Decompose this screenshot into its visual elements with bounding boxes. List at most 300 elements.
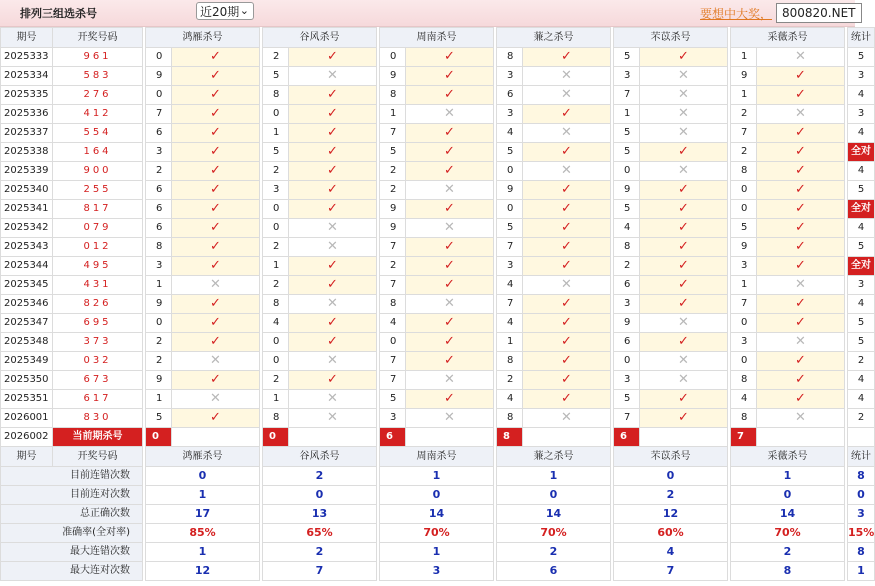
check-icon: ✓ — [523, 257, 611, 276]
row-total: 3 — [848, 67, 875, 86]
kill-number: 8 — [497, 48, 523, 67]
check-icon: ✓ — [757, 181, 845, 200]
header-expert: 蒹之杀号 — [497, 447, 611, 467]
kill-number: 0 — [497, 162, 523, 181]
stats-value: 6 — [497, 562, 611, 581]
header-row — [1, 28, 875, 48]
check-icon: ✓ — [523, 200, 611, 219]
check-icon: ✓ — [406, 200, 494, 219]
check-icon: ✓ — [289, 143, 377, 162]
kill-number: 8 — [614, 238, 640, 257]
stats-row — [1, 486, 875, 505]
kill-number: 5 — [497, 219, 523, 238]
cross-icon: ✕ — [640, 86, 728, 105]
check-icon: ✓ — [172, 124, 260, 143]
row-total: 5 — [848, 48, 875, 67]
period-select-value: 近20期 — [200, 5, 240, 19]
check-icon: ✓ — [172, 371, 260, 390]
check-icon: ✓ — [523, 105, 611, 124]
kill-number: 2 — [614, 257, 640, 276]
kill-number: 3 — [731, 257, 757, 276]
kill-number: 7 — [380, 352, 406, 371]
draw-number: 255 — [53, 181, 143, 200]
row-total: 4 — [848, 86, 875, 105]
cross-icon: ✕ — [523, 162, 611, 181]
check-icon: ✓ — [406, 67, 494, 86]
row-total: 5 — [848, 314, 875, 333]
check-icon: ✓ — [523, 333, 611, 352]
table-row — [1, 219, 875, 238]
kill-number: 7 — [731, 295, 757, 314]
kill-number: 7 — [497, 238, 523, 257]
check-icon: ✓ — [406, 124, 494, 143]
issue-number: 2025344 — [1, 257, 53, 276]
draw-number: 373 — [53, 333, 143, 352]
draw-number: 164 — [53, 143, 143, 162]
kill-number: 1 — [263, 124, 289, 143]
issue-number: 2025347 — [1, 314, 53, 333]
kill-number: 8 — [731, 162, 757, 181]
stats-value: 2 — [497, 543, 611, 562]
cross-icon: ✕ — [640, 67, 728, 86]
kill-number: 2 — [380, 162, 406, 181]
check-icon: ✓ — [289, 48, 377, 67]
issue-number: 2025349 — [1, 352, 53, 371]
kill-number: 0 — [146, 48, 172, 67]
kill-number: 5 — [614, 48, 640, 67]
issue-number: 2025333 — [1, 48, 53, 67]
header-draw: 开奖号码 — [53, 447, 143, 467]
cross-icon: ✕ — [523, 276, 611, 295]
header-expert: 采薇杀号 — [731, 447, 845, 467]
check-icon: ✓ — [289, 86, 377, 105]
issue-number: 2025341 — [1, 200, 53, 219]
empty-cell — [172, 428, 260, 447]
check-icon: ✓ — [406, 238, 494, 257]
check-icon: ✓ — [172, 86, 260, 105]
current-kill-number: 0 — [146, 428, 172, 447]
draw-number: 276 — [53, 86, 143, 105]
stats-total: 8 — [848, 467, 875, 486]
draw-number: 079 — [53, 219, 143, 238]
check-icon: ✓ — [757, 390, 845, 409]
empty-cell — [406, 428, 494, 447]
kill-number: 0 — [146, 86, 172, 105]
stats-label: 准确率(全对率) — [1, 524, 143, 543]
stats-value: 2 — [263, 467, 377, 486]
kill-number: 5 — [614, 200, 640, 219]
kill-number: 4 — [497, 314, 523, 333]
header-expert: 采薇杀号 — [731, 28, 845, 48]
cross-icon: ✕ — [289, 67, 377, 86]
check-icon: ✓ — [757, 162, 845, 181]
stats-total: 8 — [848, 543, 875, 562]
kill-number: 4 — [497, 276, 523, 295]
kill-number: 8 — [263, 86, 289, 105]
row-total — [848, 143, 875, 162]
kill-number: 1 — [731, 86, 757, 105]
table-row — [1, 67, 875, 86]
empty-cell — [289, 428, 377, 447]
kill-number: 3 — [146, 143, 172, 162]
kill-number: 1 — [497, 333, 523, 352]
kill-number: 1 — [146, 276, 172, 295]
kill-number: 1 — [731, 276, 757, 295]
issue-number: 2025334 — [1, 67, 53, 86]
draw-number: 695 — [53, 314, 143, 333]
kill-number: 8 — [146, 238, 172, 257]
kill-number: 9 — [146, 67, 172, 86]
row-total: 3 — [848, 105, 875, 124]
promo-link[interactable]: 要想中大奖， — [700, 7, 773, 21]
kill-number: 0 — [263, 200, 289, 219]
check-icon: ✓ — [172, 48, 260, 67]
issue-number: 2025350 — [1, 371, 53, 390]
check-icon: ✓ — [406, 276, 494, 295]
cross-icon: ✕ — [406, 105, 494, 124]
chevron-down-icon: ⌄ — [239, 4, 249, 17]
check-icon: ✓ — [640, 276, 728, 295]
kill-number: 4 — [731, 390, 757, 409]
kill-number: 9 — [380, 219, 406, 238]
check-icon: ✓ — [757, 124, 845, 143]
table-row — [1, 86, 875, 105]
kill-number: 2 — [263, 371, 289, 390]
row-total: 2 — [848, 352, 875, 371]
check-icon: ✓ — [523, 352, 611, 371]
kill-number: 1 — [380, 105, 406, 124]
header-expert: 鸿雁杀号 — [146, 447, 260, 467]
stats-value: 0 — [380, 486, 494, 505]
cross-icon: ✕ — [757, 333, 845, 352]
header-expert: 谷风杀号 — [263, 28, 377, 48]
check-icon: ✓ — [640, 238, 728, 257]
issue-number: 2025346 — [1, 295, 53, 314]
check-icon: ✓ — [172, 181, 260, 200]
kill-number-table — [0, 27, 875, 581]
kill-number: 7 — [497, 295, 523, 314]
kill-number: 0 — [614, 352, 640, 371]
cross-icon: ✕ — [523, 124, 611, 143]
issue-number: 2026001 — [1, 409, 53, 428]
header-total: 统计 — [848, 447, 875, 467]
kill-number: 0 — [263, 333, 289, 352]
kill-number: 2 — [731, 143, 757, 162]
kill-number: 4 — [614, 219, 640, 238]
kill-number: 0 — [146, 314, 172, 333]
stats-total: 0 — [848, 486, 875, 505]
kill-number: 9 — [614, 181, 640, 200]
cross-icon: ✕ — [523, 86, 611, 105]
check-icon: ✓ — [757, 67, 845, 86]
kill-number: 7 — [380, 371, 406, 390]
check-icon: ✓ — [757, 219, 845, 238]
cross-icon: ✕ — [172, 390, 260, 409]
check-icon: ✓ — [406, 86, 494, 105]
stats-value: 14 — [380, 505, 494, 524]
header-total: 统计 — [848, 28, 875, 48]
current-kill-number: 6 — [614, 428, 640, 447]
check-icon: ✓ — [523, 219, 611, 238]
kill-number: 2 — [263, 238, 289, 257]
cross-icon: ✕ — [757, 276, 845, 295]
current-label: 当前期杀号 — [53, 428, 143, 447]
kill-number: 2 — [263, 48, 289, 67]
current-kill-number: 7 — [731, 428, 757, 447]
kill-number: 3 — [731, 333, 757, 352]
stats-label: 最大连对次数 — [1, 562, 143, 581]
check-icon: ✓ — [640, 181, 728, 200]
current-row — [1, 428, 875, 447]
stats-value: 1 — [497, 467, 611, 486]
kill-number: 9 — [497, 181, 523, 200]
cross-icon: ✕ — [640, 105, 728, 124]
stats-value: 17 — [146, 505, 260, 524]
row-total: 5 — [848, 181, 875, 200]
row-total: 4 — [848, 390, 875, 409]
header-expert: 谷风杀号 — [263, 447, 377, 467]
stats-value: 0 — [497, 486, 611, 505]
kill-number: 0 — [263, 105, 289, 124]
cross-icon: ✕ — [289, 409, 377, 428]
kill-number: 8 — [380, 86, 406, 105]
draw-number: 032 — [53, 352, 143, 371]
table-row — [1, 181, 875, 200]
stats-value: 1 — [146, 543, 260, 562]
all-correct-badge: 全对 — [848, 200, 874, 218]
row-total: 5 — [848, 333, 875, 352]
stats-value: 70% — [497, 524, 611, 543]
kill-number: 0 — [731, 314, 757, 333]
table-row — [1, 371, 875, 390]
check-icon: ✓ — [172, 333, 260, 352]
row-total — [848, 200, 875, 219]
top-bar — [0, 0, 855, 27]
kill-number: 1 — [146, 390, 172, 409]
check-icon: ✓ — [406, 352, 494, 371]
kill-number: 3 — [380, 409, 406, 428]
stats-value: 2 — [614, 486, 728, 505]
stats-total: 3 — [848, 505, 875, 524]
kill-number: 5 — [614, 390, 640, 409]
kill-number: 5 — [263, 143, 289, 162]
all-correct-badge: 全对 — [848, 143, 874, 161]
kill-number: 8 — [380, 295, 406, 314]
check-icon: ✓ — [757, 352, 845, 371]
kill-number: 6 — [146, 219, 172, 238]
draw-number: 900 — [53, 162, 143, 181]
check-icon: ✓ — [640, 390, 728, 409]
check-icon: ✓ — [172, 295, 260, 314]
draw-number: 583 — [53, 67, 143, 86]
kill-number: 4 — [497, 390, 523, 409]
empty-cell — [757, 428, 845, 447]
kill-number: 9 — [380, 200, 406, 219]
row-total: 5 — [848, 238, 875, 257]
kill-number: 2 — [263, 162, 289, 181]
kill-number: 7 — [380, 276, 406, 295]
check-icon: ✓ — [640, 143, 728, 162]
table-row — [1, 276, 875, 295]
issue-number: 2025340 — [1, 181, 53, 200]
check-icon: ✓ — [640, 219, 728, 238]
table-row — [1, 105, 875, 124]
draw-number: 961 — [53, 48, 143, 67]
table-row — [1, 257, 875, 276]
kill-number: 7 — [146, 105, 172, 124]
issue-number: 2025337 — [1, 124, 53, 143]
check-icon: ✓ — [757, 295, 845, 314]
kill-number: 5 — [614, 143, 640, 162]
cross-icon: ✕ — [289, 219, 377, 238]
check-icon: ✓ — [523, 314, 611, 333]
cross-icon: ✕ — [757, 48, 845, 67]
check-icon: ✓ — [640, 257, 728, 276]
kill-number: 4 — [263, 314, 289, 333]
kill-number: 0 — [731, 181, 757, 200]
cross-icon: ✕ — [406, 295, 494, 314]
stats-value: 0 — [614, 467, 728, 486]
issue-number: 2025348 — [1, 333, 53, 352]
check-icon: ✓ — [757, 86, 845, 105]
check-icon: ✓ — [757, 200, 845, 219]
stats-value: 70% — [380, 524, 494, 543]
cross-icon: ✕ — [640, 162, 728, 181]
check-icon: ✓ — [172, 162, 260, 181]
cross-icon: ✕ — [406, 371, 494, 390]
table-row — [1, 48, 875, 67]
check-icon: ✓ — [172, 238, 260, 257]
stats-value: 1 — [731, 467, 845, 486]
page-title: 排列三组选杀号 — [20, 7, 97, 20]
kill-number: 8 — [263, 295, 289, 314]
check-icon: ✓ — [289, 276, 377, 295]
stats-value: 14 — [497, 505, 611, 524]
kill-number: 1 — [263, 390, 289, 409]
check-icon: ✓ — [172, 105, 260, 124]
table-row — [1, 200, 875, 219]
cross-icon: ✕ — [640, 352, 728, 371]
kill-number: 3 — [497, 105, 523, 124]
table-row — [1, 409, 875, 428]
draw-number: 431 — [53, 276, 143, 295]
cross-icon: ✕ — [289, 238, 377, 257]
cross-icon: ✕ — [172, 276, 260, 295]
check-icon: ✓ — [172, 409, 260, 428]
header-issue: 期号 — [1, 447, 53, 467]
kill-number: 5 — [380, 390, 406, 409]
header-expert: 蒹之杀号 — [497, 28, 611, 48]
row-total: 4 — [848, 371, 875, 390]
stats-value: 1 — [380, 467, 494, 486]
kill-number: 0 — [263, 219, 289, 238]
check-icon: ✓ — [523, 48, 611, 67]
cross-icon: ✕ — [406, 219, 494, 238]
kill-number: 3 — [497, 257, 523, 276]
stats-value: 14 — [731, 505, 845, 524]
kill-number: 6 — [614, 333, 640, 352]
check-icon: ✓ — [172, 314, 260, 333]
kill-number: 3 — [263, 181, 289, 200]
header-draw: 开奖号码 — [53, 28, 143, 48]
table-row — [1, 238, 875, 257]
check-icon: ✓ — [289, 200, 377, 219]
check-icon: ✓ — [640, 409, 728, 428]
kill-number: 9 — [380, 67, 406, 86]
check-icon: ✓ — [406, 333, 494, 352]
stats-row — [1, 543, 875, 562]
stats-value: 8 — [731, 562, 845, 581]
check-icon: ✓ — [289, 314, 377, 333]
kill-number: 0 — [731, 200, 757, 219]
check-icon: ✓ — [289, 105, 377, 124]
stats-label: 目前连错次数 — [1, 467, 143, 486]
kill-number: 8 — [731, 409, 757, 428]
check-icon: ✓ — [406, 314, 494, 333]
header-issue: 期号 — [1, 28, 53, 48]
kill-number: 2 — [731, 105, 757, 124]
period-select[interactable] — [196, 2, 254, 20]
kill-number: 0 — [614, 162, 640, 181]
kill-number: 7 — [731, 124, 757, 143]
domain-badge[interactable]: 800820.NET — [776, 3, 862, 23]
stats-row — [1, 562, 875, 581]
current-kill-number: 8 — [497, 428, 523, 447]
check-icon: ✓ — [289, 162, 377, 181]
draw-number: 673 — [53, 371, 143, 390]
stats-total: 1 — [848, 562, 875, 581]
draw-number: 830 — [53, 409, 143, 428]
check-icon: ✓ — [289, 333, 377, 352]
draw-number: 826 — [53, 295, 143, 314]
kill-number: 4 — [380, 314, 406, 333]
check-icon: ✓ — [757, 238, 845, 257]
stats-value: 1 — [380, 543, 494, 562]
stats-value: 2 — [263, 543, 377, 562]
row-total: 2 — [848, 409, 875, 428]
check-icon: ✓ — [640, 295, 728, 314]
check-icon: ✓ — [172, 67, 260, 86]
kill-number: 3 — [614, 371, 640, 390]
kill-number: 7 — [614, 86, 640, 105]
stats-value: 85% — [146, 524, 260, 543]
stats-value: 7 — [614, 562, 728, 581]
kill-number: 0 — [380, 333, 406, 352]
row-total — [848, 257, 875, 276]
issue-number: 2025335 — [1, 86, 53, 105]
cross-icon: ✕ — [640, 371, 728, 390]
stats-value: 2 — [731, 543, 845, 562]
kill-number: 8 — [263, 409, 289, 428]
draw-number: 617 — [53, 390, 143, 409]
cross-icon: ✕ — [523, 409, 611, 428]
header-expert: 鸿雁杀号 — [146, 28, 260, 48]
empty-cell — [640, 428, 728, 447]
table-row — [1, 314, 875, 333]
kill-number: 0 — [731, 352, 757, 371]
kill-number: 5 — [146, 409, 172, 428]
issue-number: 2025342 — [1, 219, 53, 238]
stats-label: 总正确次数 — [1, 505, 143, 524]
check-icon: ✓ — [289, 371, 377, 390]
check-icon: ✓ — [172, 143, 260, 162]
kill-number: 2 — [146, 333, 172, 352]
kill-number: 5 — [731, 219, 757, 238]
issue-number: 2025345 — [1, 276, 53, 295]
check-icon: ✓ — [289, 181, 377, 200]
table-row — [1, 124, 875, 143]
check-icon: ✓ — [523, 295, 611, 314]
